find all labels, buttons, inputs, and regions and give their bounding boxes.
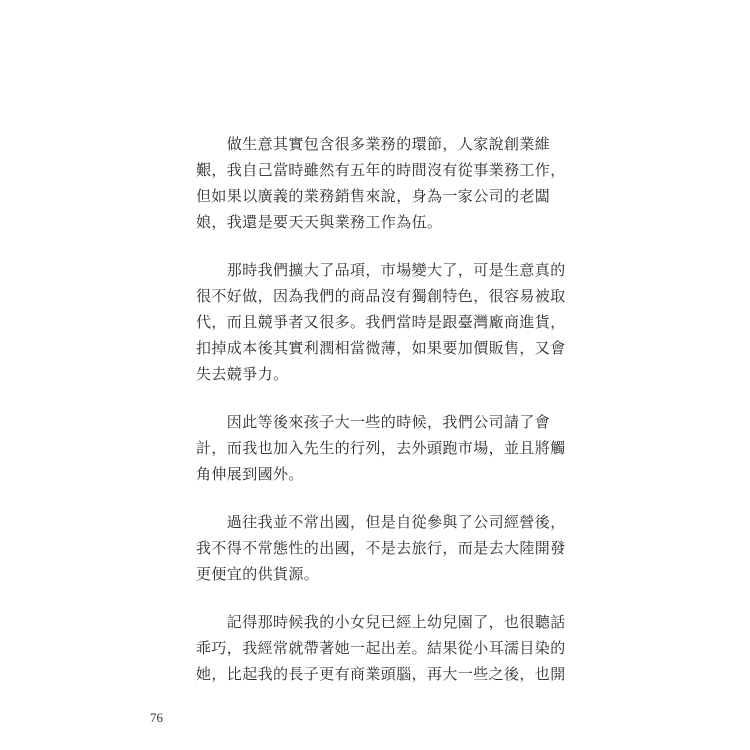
text-line: 因此等後來孩子大一些的時候，我們公司請了會 [196, 413, 551, 431]
text-line: 艱，我自己當時雖然有五年的時間沒有從事業務工作， [196, 161, 566, 179]
paragraph-5 [196, 609, 566, 687]
text-line: 她，比起我的長子更有商業頭腦，再大一些之後，也開 [196, 665, 566, 683]
text-line: 很不好做，因為我們的商品沒有獨創特色，很容易被取 [196, 287, 566, 305]
text-line: 角伸展到國外。 [196, 465, 304, 483]
paragraph-1 [196, 131, 566, 235]
text-line: 但如果以廣義的業務銷售來說，身為一家公司的老闆 [196, 187, 551, 205]
text-line: 代，而且競爭者又很多。我們當時是跟臺灣廠商進貨， [196, 313, 566, 331]
text-line: 扣掉成本後其實利潤相當微薄，如果要加價販售，又會 [196, 339, 566, 357]
paragraph-2 [196, 257, 566, 387]
page-number: 76 [150, 710, 163, 725]
text-line: 過往我並不常出國，但是自從參與了公司經營後， [196, 513, 566, 531]
body-text [196, 131, 566, 709]
text-line: 計，而我也加入先生的行列，去外頭跑市場，並且將觸 [196, 439, 566, 457]
text-line: 失去競爭力。 [196, 365, 289, 383]
text-line: 做生意其實包含很多業務的環節，人家說創業維 [196, 135, 551, 153]
paragraph-3 [196, 409, 566, 487]
text-line: 我不得不常態性的出國，不是去旅行，而是去大陸開發 [196, 539, 566, 557]
text-line: 更便宜的供貨源。 [196, 565, 320, 583]
text-line: 乖巧，我經常就帶著她一起出差。結果從小耳濡目染的 [196, 639, 566, 657]
text-line: 娘，我還是要天天與業務工作為伍。 [196, 213, 443, 231]
text-line: 記得那時候我的小女兒已經上幼兒園了，也很聽話 [196, 613, 566, 631]
text-line: 那時我們擴大了品項，市場變大了，可是生意真的 [196, 261, 566, 279]
paragraph-4 [196, 509, 566, 587]
